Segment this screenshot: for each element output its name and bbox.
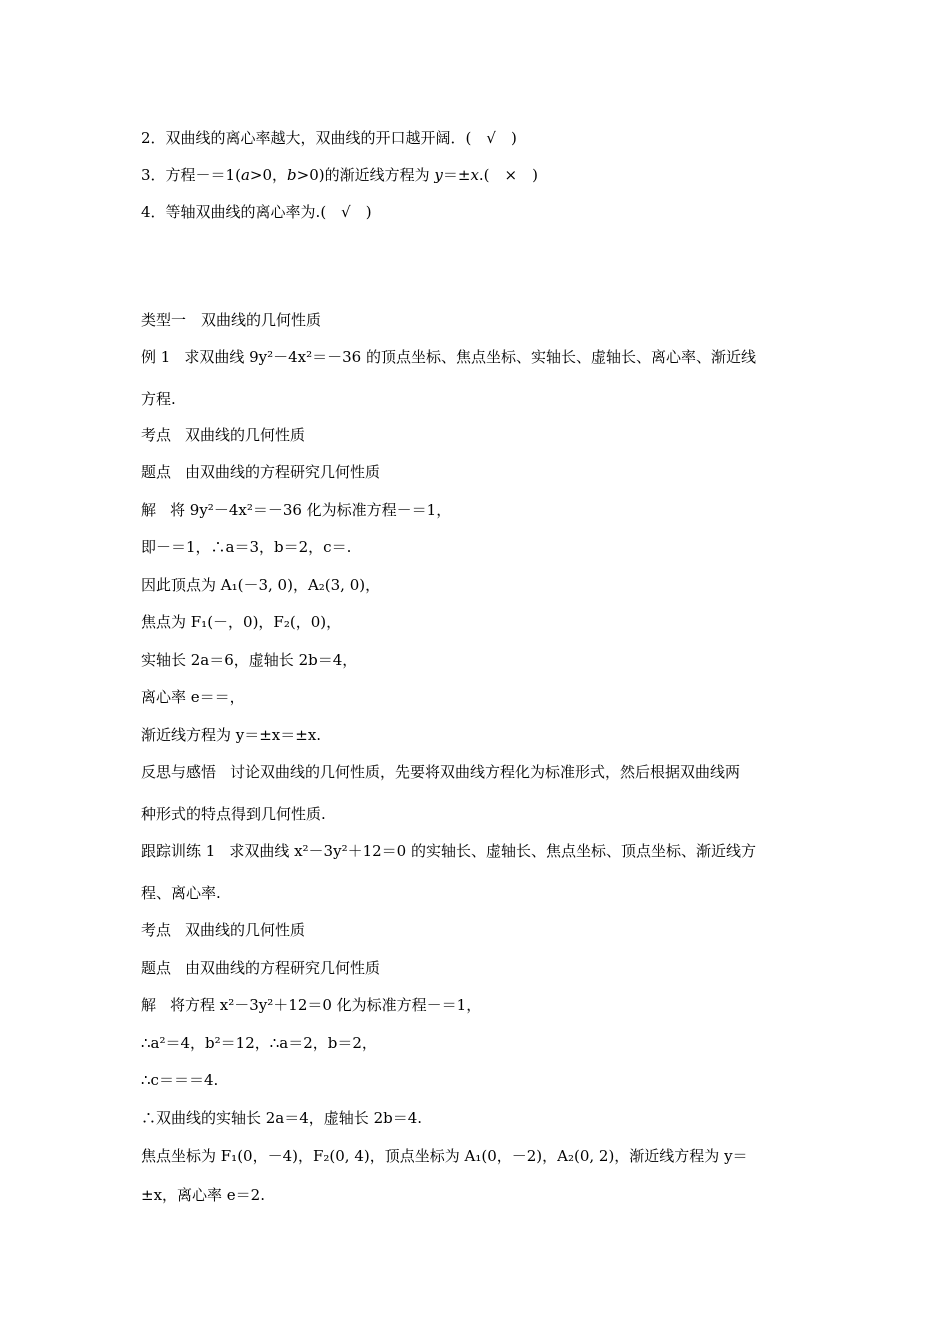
solution-1-line-7: 渐近线方程为 y＝±x＝±x. bbox=[141, 726, 322, 744]
reflection-line-2: 种形式的特点得到几何性质. bbox=[141, 805, 326, 823]
training-1-line-1: 跟踪训练 1 求双曲线 x²－3y²＋12＝0 的实轴长、虚轴长、焦点坐标、顶点坐标、渐近线方 bbox=[141, 842, 756, 860]
judgment-4: 4．等轴双曲线的离心率为.( √ ) bbox=[141, 203, 372, 221]
example-label: 例 1 bbox=[141, 348, 171, 366]
reflection-line-1: 反思与感悟 讨论双曲线的几何性质，先要将双曲线方程化为标准形式，然后根据双曲线两 bbox=[141, 763, 741, 781]
section-heading: 类型一 双曲线的几何性质 bbox=[141, 311, 322, 329]
kaodian-2: 考点 双曲线的几何性质 bbox=[141, 921, 306, 939]
tidian-1: 题点 由双曲线的方程研究几何性质 bbox=[141, 463, 381, 481]
solution-1-line-3: 因此顶点为 A₁(－3, 0)，A₂(3, 0)， bbox=[141, 576, 381, 594]
training-1-line-2: 程、离心率. bbox=[141, 884, 221, 902]
solution-1-line-4: 焦点为 F₁(－，0)，F₂(，0)， bbox=[141, 613, 342, 631]
solution-2-line-1: 解 将方程 x²－3y²＋12＝0 化为标准方程－＝1， bbox=[141, 996, 482, 1014]
solution-2-line-6: ±x，离心率 e＝2. bbox=[141, 1186, 265, 1204]
solution-1-line-1: 解 将 9y²－4x²＝－36 化为标准方程－＝1， bbox=[141, 501, 452, 519]
solution-1-line-6: 离心率 e＝＝， bbox=[141, 688, 245, 706]
solution-2-line-5: 焦点坐标为 F₁(0，－4)，F₂(0, 4)，顶点坐标为 A₁(0，－2)，A₂(0, 2)，渐近线方程为 y＝ bbox=[141, 1147, 748, 1165]
judgment-2: 2．双曲线的离心率越大，双曲线的开口越开阔．( √ ) bbox=[141, 129, 517, 147]
example-1-line-1: 例 1 求双曲线 9y²－4x²＝－36 的顶点坐标、焦点坐标、实轴长、虚轴长、离心率、渐近线 bbox=[141, 348, 756, 366]
solution-2-line-2: ∴a²＝4，b²＝12，∴a＝2，b＝2， bbox=[141, 1034, 377, 1052]
example-1-line-2: 方程. bbox=[141, 390, 176, 408]
tidian-2: 题点 由双曲线的方程研究几何性质 bbox=[141, 959, 381, 977]
solution-2-line-4: ∴双曲线的实轴长 2a＝4，虚轴长 2b＝4. bbox=[141, 1109, 423, 1127]
kaodian-1: 考点 双曲线的几何性质 bbox=[141, 426, 306, 444]
judgment-3: 3．方程－＝1(a>0，b>0)的渐近线方程为 y＝±x.( × ) bbox=[141, 166, 538, 184]
solution-2-line-3: ∴c＝＝＝4. bbox=[141, 1071, 219, 1089]
solution-1-line-2: 即－＝1，∴a＝3，b＝2，c＝. bbox=[141, 538, 352, 556]
solution-1-line-5: 实轴长 2a＝6，虚轴长 2b＝4， bbox=[141, 651, 358, 669]
